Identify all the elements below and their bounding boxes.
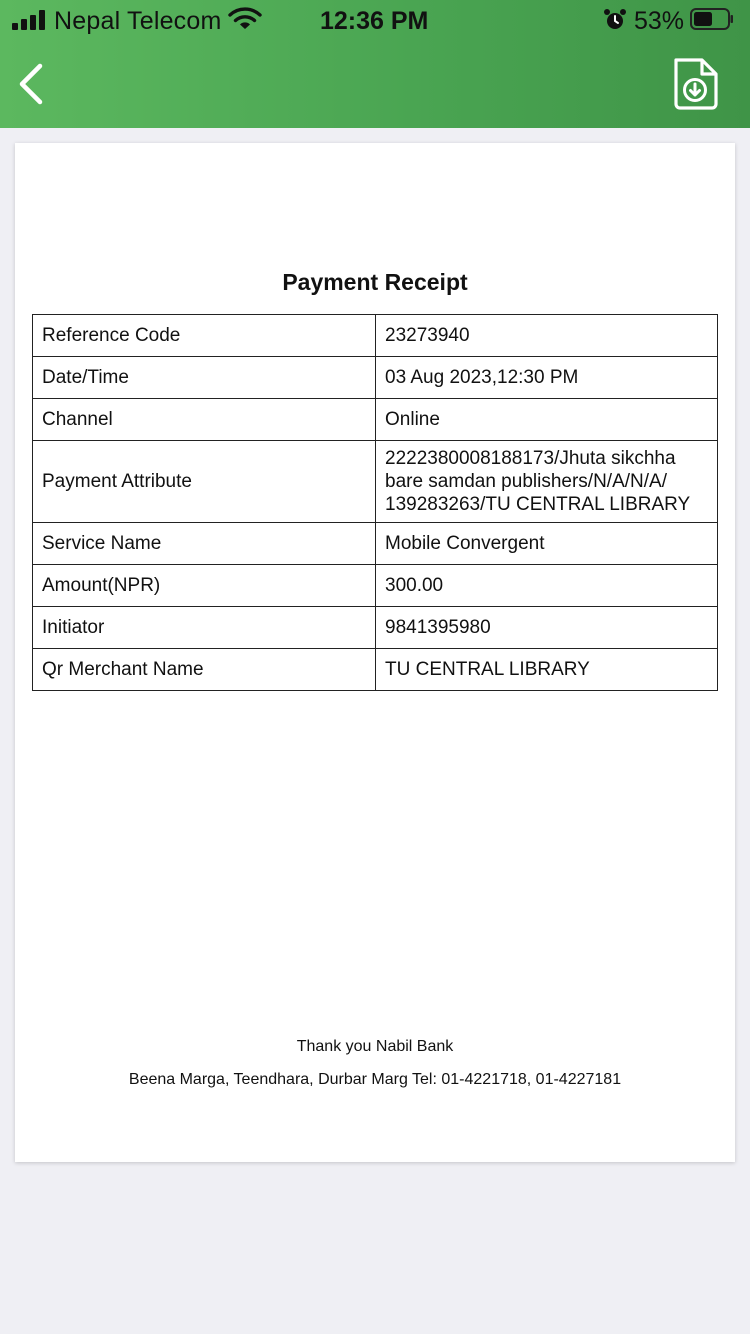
receipt-details-table xyxy=(32,314,718,691)
row-label: Date/Time xyxy=(33,357,376,399)
row-value: 300.00 xyxy=(376,565,718,607)
back-button[interactable] xyxy=(14,62,48,106)
receipt-title: Payment Receipt xyxy=(282,269,468,295)
alarm-clock-icon xyxy=(603,8,627,32)
row-label: Reference Code xyxy=(33,315,376,357)
table-row xyxy=(33,607,718,649)
carrier-name: Nepal Telecom xyxy=(54,7,222,35)
table-row xyxy=(33,649,718,691)
row-value: Mobile Convergent xyxy=(376,523,718,565)
row-value: 03 Aug 2023,12:30 PM xyxy=(376,357,718,399)
row-label: Channel xyxy=(33,399,376,441)
row-label: Amount(NPR) xyxy=(33,565,376,607)
footer-address: Beena Marga, Teendhara, Durbar Marg Tel: 01-4221718, 01-4227181 xyxy=(128,1071,622,1088)
row-value: TU CENTRAL LIBRARY xyxy=(376,649,718,691)
battery-percentage: 53% xyxy=(634,7,685,35)
battery-icon xyxy=(690,8,734,30)
row-value: 23273940 xyxy=(376,315,718,357)
app-header xyxy=(0,0,750,128)
table-row xyxy=(33,399,718,441)
row-value: 2222380008188173/Jhuta sikchha bare samdan publishers/N/A/N/A/ 139283263/TU CENTRAL LIBRARY xyxy=(376,441,718,523)
table-row xyxy=(33,315,718,357)
clock-time: 12:36 PM xyxy=(320,7,429,35)
wifi-icon xyxy=(228,6,262,32)
row-value: Online xyxy=(376,399,718,441)
table-row xyxy=(33,441,718,523)
footer-thanks: Thank you Nabil Bank xyxy=(296,1038,454,1055)
cellular-signal-icon xyxy=(12,10,48,30)
download-receipt-button[interactable] xyxy=(670,57,720,111)
row-label: Qr Merchant Name xyxy=(33,649,376,691)
row-label: Initiator xyxy=(33,607,376,649)
row-label: Payment Attribute xyxy=(33,441,376,523)
table-row xyxy=(33,357,718,399)
table-row xyxy=(33,565,718,607)
receipt-card xyxy=(15,143,735,1162)
status-bar xyxy=(0,0,750,42)
row-label: Service Name xyxy=(33,523,376,565)
table-row xyxy=(33,523,718,565)
row-value: 9841395980 xyxy=(376,607,718,649)
